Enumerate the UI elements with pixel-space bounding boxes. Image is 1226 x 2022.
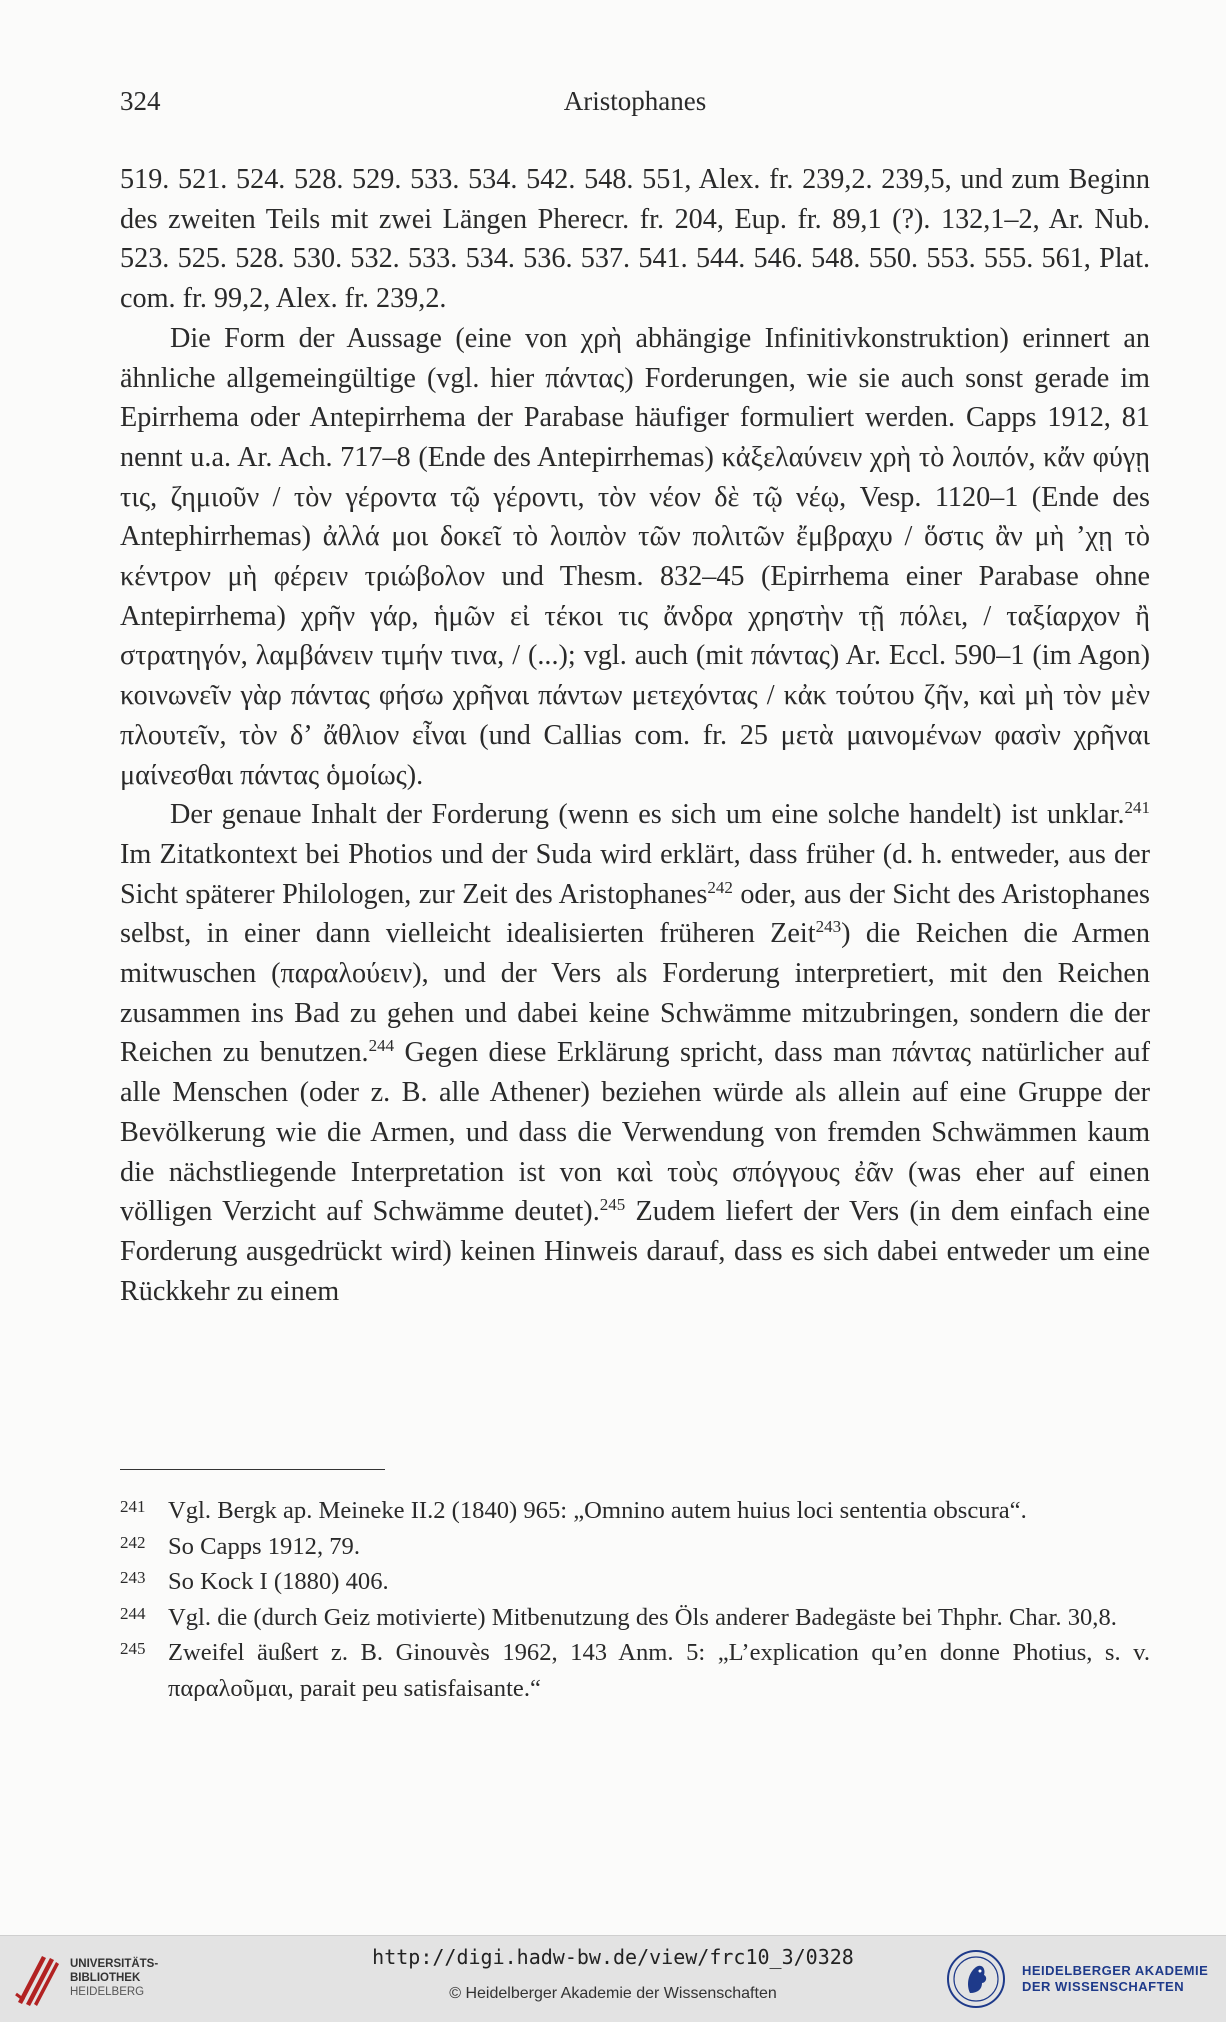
running-head — [120, 86, 1150, 126]
footnote-text: So Kock I (1880) 406. — [168, 1568, 389, 1595]
body-text — [120, 160, 1150, 1311]
paragraph-3 — [120, 795, 1150, 1311]
paragraph-3-part-6: Zudem liefert der Vers (in dem einfach eine Forderung ausgedrückt wird) keinen Hinweis darauf, dass es sich dabei entweder um eine Rückkehr zu einem — [120, 1196, 1150, 1307]
academy-seal-icon — [946, 1949, 1006, 2009]
footnote-number: 242 — [120, 1532, 146, 1552]
permalink-url[interactable]: http://digi.hadw-bw.de/view/frc10_3/0328 — [372, 1945, 854, 1969]
footnote-242 — [120, 1529, 1150, 1565]
footnote-text: So Capps 1912, 79. — [168, 1532, 360, 1560]
footnote-243 — [120, 1564, 1150, 1600]
running-title: Aristophanes — [563, 86, 707, 116]
footnote-ref-245[interactable]: 245 — [599, 1195, 626, 1215]
footnote-241 — [120, 1493, 1150, 1529]
page-number: 324 — [120, 86, 161, 116]
paragraph-3-part-5: Gegen diese Erklärung spricht, dass man πάντας natürlicher auf alle Menschen (oder z. B. alle Athener) beziehen würde als allein auf eine Gruppe der Bevölkerung wie die Armen, und dass die Verwendung von fremden Schwämmen kaum die nächstliegende Interpretation ist von καὶ τοὺς σπόγγους ἐᾶν (was eher auf einen völligen Verzicht auf Schwämme deutet). — [120, 1037, 1150, 1228]
footnote-245 — [120, 1635, 1150, 1706]
footnote-text: Vgl. die (durch Geiz motivierte) Mitbenutzung des Öls anderer Badegäste bei Thphr. Char. 30,8. — [168, 1603, 1117, 1631]
paragraph-3-part-4: ) die Reichen die Armen mitwuschen (παραλούειν), und der Vers als Forderung interpretiert, mit den Reichen zusammen ins Bad zu gehen und dabei keine Schwämme mitzubringen, sondern die der Reichen zu benutzen. — [120, 918, 1151, 1069]
paragraph-3-part-3: oder, aus der Sicht des Aristophanes selbst, in einer dann vielleicht idealisierten früheren Zeit — [120, 878, 1150, 950]
footnote-ref-242[interactable]: 242 — [707, 877, 733, 897]
hadw-logo-line-1: HEIDELBERGER AKADEMIE — [1022, 1963, 1209, 1978]
hadw-logo[interactable] — [946, 1949, 1216, 2011]
copyright-text: © Heidelberger Akademie der Wissenschaften — [449, 1985, 777, 2002]
footnote-text: Vgl. Bergk ap. Meineke II.2 (1840) 965: „Omnino autem huius loci sententia obscura“. — [168, 1497, 1027, 1524]
hadw-logo-line-2: DER WISSENSCHAFTEN — [1022, 1979, 1185, 1994]
footnote-text: Zweifel äußert z. B. Ginouvès 1962, 143 Anm. 5: „L’explication qu’en donne Photius, s. v. παραλοῦμαι, parait peu satisfaisante.“ — [168, 1639, 1150, 1702]
paragraph-3-part-2: Im Zitatkontext bei Photios und der Suda wird erklärt, dass früher (d. h. entweder, aus der Sicht späterer Philologen, zur Zeit des Aristophanes — [120, 838, 1150, 910]
paragraph-3-part-1: Der genaue Inhalt der Forderung (wenn es sich um eine solche handelt) ist unklar. — [170, 799, 1125, 831]
footnote-number: 241 — [120, 1497, 146, 1516]
footnote-ref-241[interactable]: 241 — [1124, 798, 1150, 818]
footnote-number: 243 — [120, 1568, 146, 1587]
hadw-logo-text — [1022, 1963, 1208, 1995]
paragraph-2: Die Form der Aussage (eine von χρὴ abhängige Infinitivkonstruktion) erinnert an ähnliche allgemeingültige (vgl. hier πάντας) Forderungen, wie sie auch sonst gerade im Epirrhema oder Antepirrhema der Parabase häufiger formuliert werden. Capps 1912, 81 nennt u.a. Ar. Ach. 717–8 (Ende des Antepirrhemas) κἀξελαύνειν χρὴ τὸ λοιπόν, κἄν φύγῃ τις, ζημιοῦν / τὸν γέροντα τῷ γέροντι, τὸν νέον δὲ τῷ νέῳ, Vesp. 1120–1 (Ende des Antephirrhemas) ἀλλά μοι δοκεῖ τὸ λοιπὸν τῶν πολιτῶν ἔμβραχυ / ὅστις ἂν μὴ ’χῃ τὸ κέντρον μὴ φέρειν τριώβολον und Thesm. 832–45 (Epirrhema einer Parabase ohne Antepirrhema) χρῆν γάρ, ἡμῶν εἰ τέκοι τις ἄνδρα χρηστὴν τῇ πόλει, / ταξίαρχον ἢ στρατηγόν, λαμβάνειν τιμήν τινα, / (...); vgl. auch (mit πάντας) Ar. Eccl. 590–1 (im Agon) κοινωνεῖν γὰρ πάντας φήσω χρῆναι πάντων μετεχόντας / κἀκ τούτου ζῆν, καὶ μὴ τὸν μὲν πλουτεῖν, τὸν δ’ ἄθλιον εἶναι (und Callias com. fr. 25 μετὰ μαινομένων φασὶν χρῆναι μαίνεσθαι πάντας ὁμοίως). — [120, 322, 1150, 791]
ub-logo-line-3: HEIDELBERG — [70, 1986, 145, 1998]
footnote-number: 245 — [120, 1639, 146, 1658]
footnote-ref-243[interactable]: 243 — [815, 917, 842, 937]
footnotes — [120, 1493, 1150, 1706]
ub-logo-line-2: BIBLIOTHEK — [70, 1972, 141, 1984]
paragraph-1: 519. 521. 524. 528. 529. 533. 534. 542. 548. 551, Alex. fr. 239,2. 239,5, und zum Beginn des zweiten Teils mit zwei Längen Pherecr. fr. 204, Eup. fr. 89,1 (?). 132,1–2, Ar. Nub. 523. 525. 528. 530. 532. 533. 534. 536. 537. 541. 544. 546. 548. 550. 553. 555. 561, Plat. com. fr. 99,2, Alex. fr. 239,2. — [120, 164, 1150, 315]
footnote-number: 244 — [120, 1603, 146, 1623]
footnote-separator — [120, 1469, 385, 1470]
footnote-ref-244[interactable]: 244 — [368, 1036, 395, 1056]
footnote-244 — [120, 1600, 1150, 1636]
ub-logo-line-1: UNIVERSITÄTS- — [70, 1958, 159, 1970]
viewer-footer — [0, 1935, 1226, 2022]
